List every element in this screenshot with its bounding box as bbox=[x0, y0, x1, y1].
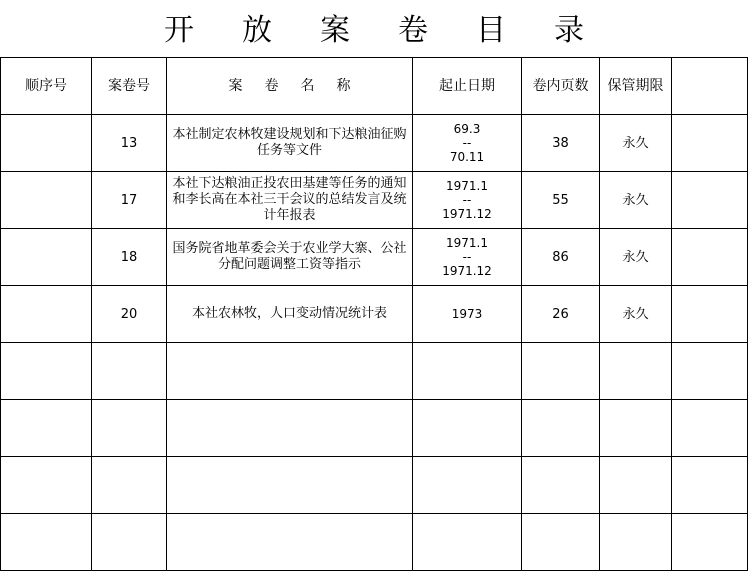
header-file-no: 案卷号 bbox=[92, 58, 167, 115]
cell-file-name: 本社下达粮油正投农田基建等任务的通知和李长高在本社三干会议的总结发言及统计年报表 bbox=[167, 172, 413, 229]
table-row bbox=[1, 514, 748, 571]
cell-extra bbox=[672, 343, 748, 400]
cell-file-no bbox=[92, 343, 167, 400]
cell-file-name: 本社制定农林牧建设规划和下达粮油征购任务等文件 bbox=[167, 115, 413, 172]
cell-retention: 永久 bbox=[600, 229, 672, 286]
table-row bbox=[1, 229, 748, 286]
cell-seq bbox=[1, 514, 92, 571]
table-row bbox=[1, 343, 748, 400]
cell-seq bbox=[1, 172, 92, 229]
cell-file-name: 本社农林牧，人口变动情况统计表 bbox=[167, 286, 413, 343]
cell-extra bbox=[672, 457, 748, 514]
cell-extra bbox=[672, 400, 748, 457]
table-header-row bbox=[1, 58, 748, 115]
cell-seq bbox=[1, 229, 92, 286]
cell-file-name bbox=[167, 457, 413, 514]
header-extra bbox=[672, 58, 748, 115]
cell-date-range: 1971.1 -- 1971.12 bbox=[413, 229, 522, 286]
cell-extra bbox=[672, 172, 748, 229]
cell-retention: 永久 bbox=[600, 115, 672, 172]
cell-seq bbox=[1, 343, 92, 400]
table-row bbox=[1, 457, 748, 514]
cell-date-range bbox=[413, 400, 522, 457]
table-row bbox=[1, 115, 748, 172]
cell-pages bbox=[522, 343, 600, 400]
cell-extra bbox=[672, 514, 748, 571]
cell-extra bbox=[672, 229, 748, 286]
cell-file-no bbox=[92, 457, 167, 514]
cell-extra bbox=[672, 115, 748, 172]
cell-seq bbox=[1, 457, 92, 514]
cell-pages: 55 bbox=[522, 172, 600, 229]
cell-seq bbox=[1, 115, 92, 172]
cell-file-no bbox=[92, 514, 167, 571]
header-pages: 卷内页数 bbox=[522, 58, 600, 115]
cell-seq bbox=[1, 286, 92, 343]
cell-file-no: 13 bbox=[92, 115, 167, 172]
cell-pages bbox=[522, 514, 600, 571]
header-seq: 顺序号 bbox=[1, 58, 92, 115]
header-retention: 保管期限 bbox=[600, 58, 672, 115]
table-row bbox=[1, 400, 748, 457]
cell-extra bbox=[672, 286, 748, 343]
cell-date-range: 1973 bbox=[413, 286, 522, 343]
cell-pages bbox=[522, 400, 600, 457]
cell-retention bbox=[600, 457, 672, 514]
cell-date-range bbox=[413, 457, 522, 514]
cell-file-name bbox=[167, 400, 413, 457]
cell-retention bbox=[600, 343, 672, 400]
cell-retention bbox=[600, 400, 672, 457]
cell-pages: 38 bbox=[522, 115, 600, 172]
cell-file-no: 18 bbox=[92, 229, 167, 286]
cell-file-no bbox=[92, 400, 167, 457]
cell-pages bbox=[522, 457, 600, 514]
header-file-name bbox=[167, 58, 413, 115]
cell-file-name: 国务院省地革委会关于农业学大寨、公社分配问题调整工资等指示 bbox=[167, 229, 413, 286]
table-row bbox=[1, 172, 748, 229]
header-date-range: 起止日期 bbox=[413, 58, 522, 115]
cell-file-no: 17 bbox=[92, 172, 167, 229]
cell-date-range: 69.3 -- 70.11 bbox=[413, 115, 522, 172]
cell-seq bbox=[1, 400, 92, 457]
header-file-name-label: 案卷名称 bbox=[228, 77, 373, 94]
cell-pages: 86 bbox=[522, 229, 600, 286]
cell-date-range: 1971.1 -- 1971.12 bbox=[413, 172, 522, 229]
cell-file-name bbox=[167, 343, 413, 400]
cell-date-range bbox=[413, 514, 522, 571]
catalog-table bbox=[0, 57, 748, 571]
cell-retention: 永久 bbox=[600, 286, 672, 343]
cell-date-range bbox=[413, 343, 522, 400]
cell-file-no: 20 bbox=[92, 286, 167, 343]
cell-retention: 永久 bbox=[600, 172, 672, 229]
cell-pages: 26 bbox=[522, 286, 600, 343]
document-title: 开放案卷目录 bbox=[164, 13, 632, 48]
cell-retention bbox=[600, 514, 672, 571]
cell-file-name bbox=[167, 514, 413, 571]
table-row bbox=[1, 286, 748, 343]
